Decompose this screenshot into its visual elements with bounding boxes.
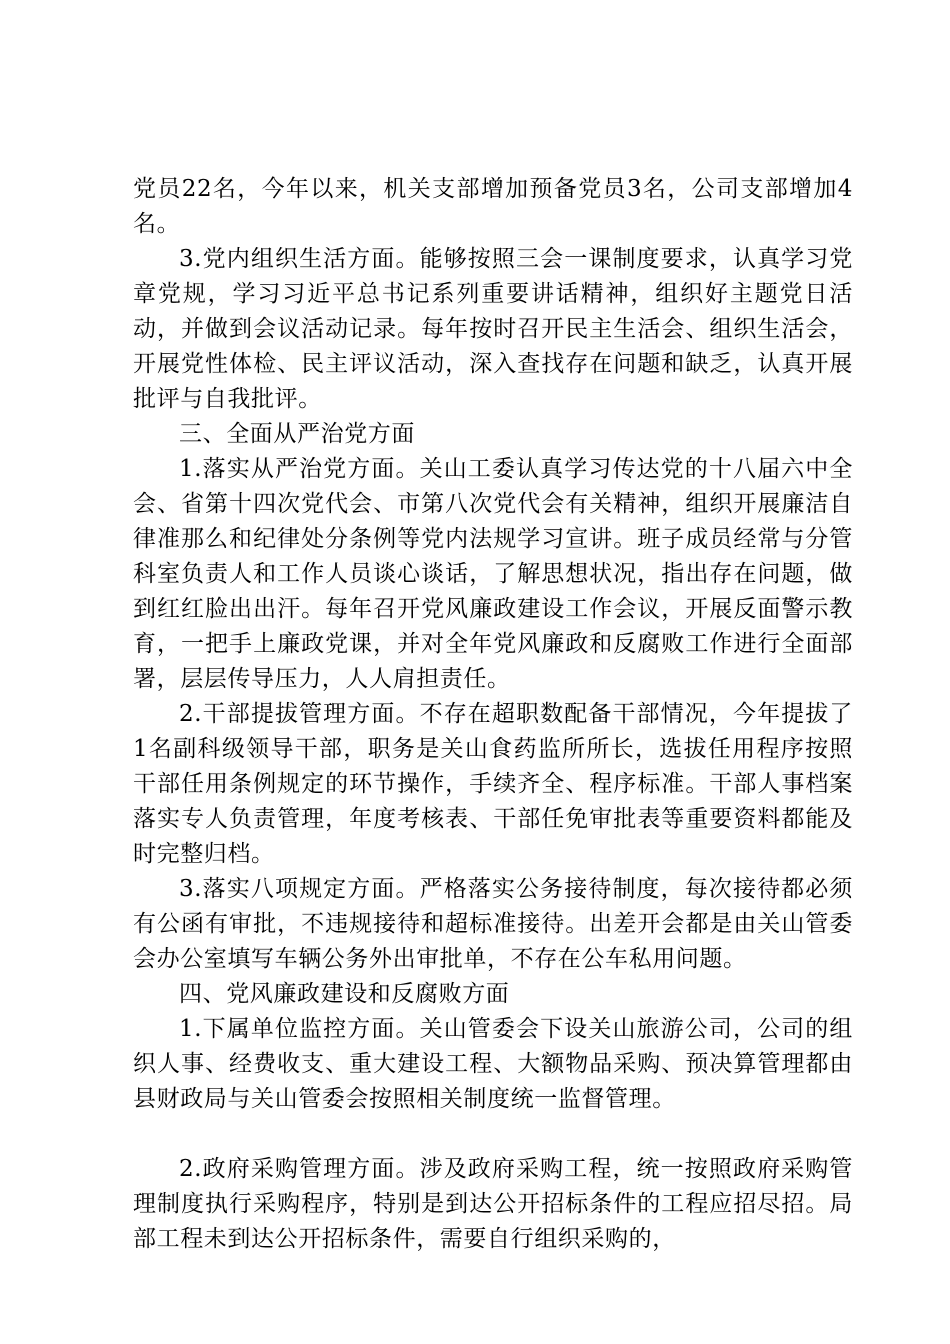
paragraph-government-procurement: 2.政府采购管理方面。涉及政府采购工程，统一按照政府采购管理制度执行采购程序，特别是到达公开招标条件的工程应招尽招。局部工程未到达公开招标条件，需要自行组织采购的， [133,1156,853,1252]
paragraph-organization-life: 3.党内组织生活方面。能够按照三会一课制度要求，认真学习党章党规，学习习近平总书记系列重要讲话精神，组织好主题党日活动，并做到会议活动记录。每年按时召开民主生活会、组织生活会，开展党性体检、民主评议活动，深入查找存在问题和缺乏，认真开展批评与自我批评。 [133,246,853,412]
section-heading-strict-governance: 三、全面从严治党方面 [179,421,415,447]
section-heading-anti-corruption: 四、党风廉政建设和反腐败方面 [179,981,510,1007]
document-body [133,172,853,1257]
paragraph-cadre-promotion: 2.干部提拔管理方面。不存在超职数配备干部情况，今年提拔了1名副科级领导干部，职务是关山食药监所所长，选拔任用程序按照干部任用条例规定的环节操作，手续齐全、程序标准。干部人事档案落实专人负责管理，年度考核表、干部任免审批表等重要资料都能及时完整归档。 [133,701,853,867]
paragraph-strict-governance: 1.落实从严治党方面。关山工委认真学习传达党的十八届六中全会、省第十四次党代会、市第八次党代会有关精神，组织开展廉洁自律准那么和纪律处分条例等党内法规学习宣讲。班子成员经常与分管科室负责人和工作人员谈心谈话，了解思想状况，指出存在问题，做到红红脸出出汗。每年召开党风廉政建设工作会议，开展反面警示教育，一把手上廉政党课，并对全年党风廉政和反腐败工作进行全面部署，层层传导压力，人人肩担责任。 [133,456,853,692]
paragraph-party-members-count: 党员22名，今年以来，机关支部增加预备党员3名，公司支部增加4名。 [133,176,853,237]
paragraph-eight-regulations: 3.落实八项规定方面。严格落实公务接待制度，每次接待都必须有公函有审批，不违规接待和超标准接待。出差开会都是由关山管委会办公室填写车辆公务外出审批单，不存在公车私用问题。 [133,876,853,972]
paragraph-subordinate-monitoring: 1.下属单位监控方面。关山管委会下设关山旅游公司，公司的组织人事、经费收支、重大建设工程、大额物品采购、预决算管理都由县财政局与关山管委会按照相关制度统一监督管理。 [133,1016,853,1112]
paragraph-gap [133,1117,853,1152]
